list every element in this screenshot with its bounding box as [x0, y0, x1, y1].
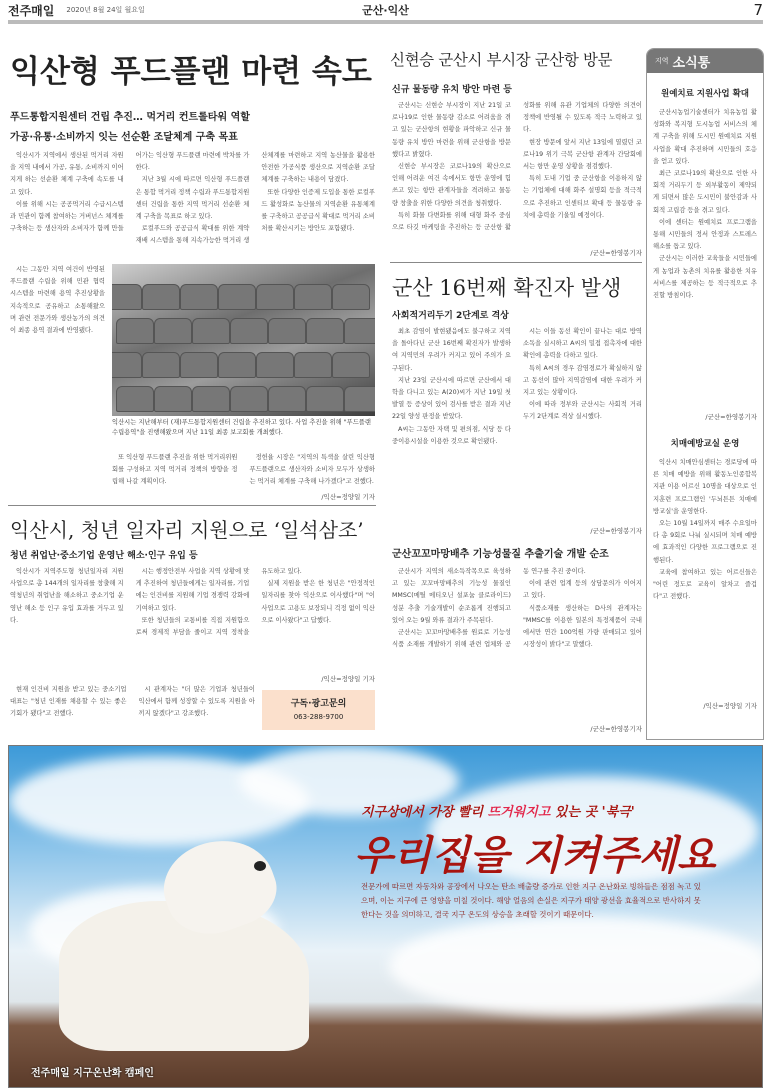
article5-subhead: 청년 취업난·중소기업 운영난 해소·인구 유입 등: [10, 551, 198, 561]
subscribe-phone[interactable]: 063-288-9700: [293, 713, 344, 721]
article1-photo-caption: 익산시는 지난해부터 (재)푸드통합지원센터 건립을 추진하고 있다. 사업 추진을 위해 "푸드플랜 수립용역"을 진행해왔으며 지난 11일 최종 보고회를 개최했다.: [112, 419, 371, 436]
seat-shape: [256, 352, 294, 378]
news-brief-header: [647, 49, 763, 73]
paragraph: 이에 따라 정부와 군산시는 사회적 거리두기 2단계로 격상 실시했다.: [523, 401, 642, 421]
seat-shape: [192, 386, 230, 412]
brief1-title: 원예치료 지원사업 확대: [660, 89, 750, 99]
paragraph: 교육에 참여하고 있는 어르신들은 "어린 정도로 교육이 알차고 즐겁다"고 전했다.: [653, 568, 757, 601]
seat-shape: [268, 318, 306, 344]
article1-photo: [112, 264, 375, 416]
paragraph: 이에 관련 업계 등의 상담문의가 이어지고 있다.: [523, 580, 642, 600]
paragraph: 특히 화물 다변화를 위해 대형 화주 중심으로 타깃 마케팅을 추진하는 등 군산항 활성화를 위해 유관 기업체의 다양한 의견이 정책에 반영될 수 있도록 적극 노력하고 있다.: [392, 102, 642, 232]
ad-campaign-label: 전주매일 지구온난화 캠페인: [31, 1068, 154, 1079]
article3-body: [392, 326, 642, 521]
paragraph: 시 관계자는 "더 많은 기업과 청년들이 익산에서 함께 성장할 수 있도록 지원을 아끼지 않겠다"고 강조했다.: [138, 686, 255, 718]
ad-tagline-b: 뜨거워지고: [487, 805, 551, 820]
article1-subhead-1: 푸드통합지원센터 건립 추진… 먹거리 컨트롤타워 역할: [10, 112, 250, 123]
article1-headline: 익산형 푸드플랜 마련 속도: [10, 54, 372, 90]
seat-shape: [112, 284, 142, 310]
paragraph: 특히 도내 기업 중 군산항을 이용하지 않는 기업체에 대해 화주 설명회 등을 적극적으로 추진하고 인센티브 확대 등 물동량 유치에 총력을 기울일 예정이다.: [523, 175, 642, 219]
paragraph: 또 익산형 푸드플랜 추진을 위한 먹거리위원회를 구성하고 지역 먹거리 정책의 방향을 정립해 나갈 계획이다.: [112, 454, 238, 486]
article3-subhead: 사회적거리두기 2단계로 격상: [392, 311, 509, 321]
seat-shape: [344, 318, 375, 344]
seat-shape: [306, 386, 344, 412]
paragraph: 또한 청년들의 교통비를 직접 지원함으로써 경제적 부담을 줄이고 지역 정착을 유도하고 있다.: [135, 568, 302, 637]
page-header: [8, 0, 763, 20]
paragraph: 정헌율 시장은 "지역의 특색을 살린 익산형 푸드플랜으로 생산자와 소비자 모두가 상생하는 먹거리 체계를 구축해 나가겠다"고 전했다.: [249, 454, 375, 486]
brief2-byline: /익산=정양일 기자: [703, 702, 757, 710]
article2-subhead: 신규 물동량 유치 방안 마련 등: [392, 85, 512, 95]
brief1-body: [647, 107, 763, 412]
seat-shape: [154, 386, 192, 412]
paragraph: 식품소재를 생산하는 D사의 관계자는 "MMSC를 이용한 일본의 특정제품이 국내에서만 연간 100억원 가량 판매되고 있어 시장성이 밝다"고 말했다.: [523, 604, 642, 649]
header-rule: [8, 20, 763, 24]
paragraph: A씨는 그동안 자택 및 편의점, 식당 등 다중이용시설을 이용한 것으로 확인됐다.: [392, 425, 511, 445]
article5-body-cont: [10, 684, 255, 740]
paragraph: 오는 10월 14일까지 매주 수요일마다 총 9회로 나눠 실시되며 치매 예방에 효과적인 다양한 프로그램으로 진행된다.: [653, 520, 757, 564]
seat-shape: [344, 386, 375, 412]
ad-tagline-a: 지구상에서 가장 빨리: [361, 805, 488, 820]
article1-body-cont: [10, 264, 105, 499]
paragraph: 군산시는 꼬꼬마망배추를 원료로 기능성 식품 소재를 개발하기 위해 관련 업체와 공동 연구를 추진 중이다.: [392, 568, 586, 649]
article4-headline: 군산꼬꼬마망배추 기능성물질 추출기술 개발 순조: [392, 549, 609, 560]
paragraph: 익산시가 지역주도형 청년일자리 지원사업으로 총 144개의 일자리를 창출해 지역청년의 취업난을 해소하고 중소기업 운영난 해소 등 인구 유입 효과를 거두고 있다.: [10, 568, 124, 624]
brief2-title: 치매예방교실 운영: [670, 439, 740, 449]
subscribe-label: 구독·광고문의: [290, 699, 347, 709]
seat-shape: [256, 284, 294, 310]
polar-bear-illustration: [59, 841, 319, 1056]
newspaper-logo: 전주매일: [8, 3, 55, 18]
article1-body-tail: [112, 452, 375, 489]
seat-shape: [154, 318, 192, 344]
seat-shape: [268, 386, 306, 412]
seat-shape: [180, 352, 218, 378]
seat-shape: [112, 352, 142, 378]
seat-shape: [192, 318, 230, 344]
article5-headline: 익산시, 청년 일자리 지원으로 ‘일석삼조’: [10, 518, 364, 542]
divider: [8, 505, 376, 506]
seat-shape: [218, 352, 256, 378]
paragraph: 시는 그동안 지역 여건이 반영된 푸드플랜 수립을 위해 민관 협력 시스템을 마련해 용역 추진상황을 지속적으로 공유하고 소통해왔으며 관련 전문가와 생산농가의 의견이 최종 용역 결과에 반영됐다.: [10, 266, 105, 335]
paragraph: 로컬푸드와 공공급식 확대를 위한 계약재배 시스템을 통해 지속가능한 먹거리 생산체계를 마련하고 지역 농산물을 활용한 안전한 가공식품 생산으로 지역순환 조달체계를 구축하는 내용이 담겼다.: [135, 152, 375, 245]
paragraph: 실제 지원을 받은 한 청년은 "안정적인 일자리를 찾아 익산으로 이사했다"며 "이 사업으로 고용도 보장되니 걱정 없이 익산으로 이사왔다"고 답했다.: [261, 580, 375, 624]
paragraph: 군산시는 신현승 부시장이 지난 21일 코로나19로 인한 물동량 감소로 어려움을 겪고 있는 군산항의 현황을 파악하고 신규 물동량 유치 방안 마련을 위해 군산항을 방문했다고 밝혔다.: [392, 102, 511, 158]
article5-body: [10, 566, 375, 664]
issue-date: 2020년 8월 24일 월요일: [66, 6, 145, 14]
divider: [390, 262, 642, 263]
brief1-byline: /군산=한영봉기자: [705, 413, 757, 421]
article1-byline: /익산=정양일 기자: [321, 493, 375, 501]
seat-shape: [230, 318, 268, 344]
paragraph: 시는 이들 동선 확인이 끝나는 대로 방역 소독을 실시하고 A씨의 밀접 접촉자에 대한 확인에 총력을 다하고 있다.: [523, 328, 642, 360]
paragraph: 이에 센터는 원예치료 프로그램을 통해 시민들의 정서 안정과 스트레스 해소를 돕고 있다.: [653, 218, 757, 251]
paragraph: 군산시는 이러한 교육들을 시민들에게 농업과 농촌의 치유를 활용한 치유 서비스를 제공하는 등 적극적으로 추진할 방침이다.: [653, 255, 757, 300]
ad-body: 전문가에 따르면 자동차와 공장에서 나오는 탄소 배출량 증가로 인한 지구 온난화로 빙하들은 점점 녹고 있으며, 이는 지구에 큰 영향을 미칠 것이다. 해양 얼음의 손실은 지구가 태양 광선을 효율적으로 반사하지 못한다는 것을 의미하고, 결국 지구 온도의 상승을 초래할 것이기 때문이다.: [361, 882, 701, 919]
article1-body: [10, 150, 375, 260]
article1-subhead-2: 가공·유통·소비까지 잇는 선순환 조달체계 구축 목표: [10, 132, 238, 143]
seat-shape: [142, 284, 180, 310]
article2-body: [392, 100, 642, 246]
paragraph: 익산시가 지역에서 생산된 먹거리 자원을 지역 내에서 가공, 유통, 소비까지 이어지게 하는 선순환 체계 구축에 속도를 내고 있다.: [10, 152, 124, 196]
ad-tagline: [361, 801, 635, 820]
article2-headline: 신현승 군산시 부시장 군산항 방문: [390, 51, 613, 69]
seat-shape: [332, 352, 370, 378]
paragraph: 최근 코로나19의 확산으로 인한 사회적 거리두기 등 외부활동이 제약되게 되면서 많은 도시민이 불안감과 사회적 고립감 등을 겪고 있다.: [653, 170, 757, 214]
seat-shape: [294, 284, 332, 310]
paragraph: 군산시농업기술센터가 치유농업 활성화와 복지형 도시농업 서비스의 체계 구축을 위해 도시민 원예치료 지원사업을 확대 추진하며 시민들의 호응을 얻고 있다.: [653, 109, 757, 165]
paragraph: 지난 3월 시에 따르면 익산형 푸드플랜은 통합 먹거리 정책 수립과 푸드통합지원센터 건립을 통한 지역 먹거리 선순환 체계 구축을 목표로 하고 있다.: [135, 176, 250, 221]
paragraph: 특히 A씨의 경우 감염경로가 확실하지 않고 동선이 많아 지역감염에 대한 우려가 커지고 있는 상황이다.: [523, 364, 642, 397]
page-number: 7: [753, 1, 763, 19]
brief2-body: [647, 457, 763, 701]
news-brief-prefix: 지역: [655, 57, 669, 65]
seat-shape: [116, 386, 154, 412]
news-brief-box: [646, 48, 764, 740]
paragraph: 이를 위해 시는 공공먹거리 수급시스템과 민관이 함께 참여하는 거버넌스 체계를 구축하는 등 생산자와 소비자가 함께 만들어가는 익산형 푸드플랜 마련에 박차를 가한다.: [10, 152, 250, 233]
article3-headline: 군산 16번째 확진자 발생: [392, 276, 622, 300]
article4-body: [392, 566, 642, 712]
seat-shape: [218, 284, 256, 310]
seat-shape: [294, 352, 332, 378]
climate-campaign-ad: [8, 745, 763, 1088]
paragraph: 현재 인건비 지원을 받고 있는 중소기업 대표는 "청년 인재를 채용할 수 있는 좋은 기회가 됐다"고 전했다.: [10, 686, 127, 718]
paragraph: 시는 행정안전부 사업을 지역 상황에 맞게 추진하여 청년들에게는 일자리를, 기업에는 인건비를 지원해 기업 경쟁력 강화에 기여하고 있다.: [135, 568, 250, 612]
ad-headline: 우리집을 지켜주세요: [354, 833, 716, 879]
paragraph: 현장 방문에 앞서 지난 13일에 열렸던 코로나19 위기 극복 군산항 관계자 간담회에서는 항만 운영 상황을 점검했다.: [523, 138, 642, 171]
article4-byline: /군산=한영봉기자: [590, 725, 642, 733]
article2-byline: /군산=한영봉기자: [590, 249, 642, 257]
news-brief-title: 소식통: [672, 55, 711, 71]
seat-shape: [306, 318, 344, 344]
article3-byline: /군산=한영봉기자: [590, 527, 642, 535]
seat-shape: [116, 318, 154, 344]
paragraph: 최초 감염이 발현됐음에도 불구하고 지역을 돌아다닌 군산 16번째 확진자가 발생하여 지역민의 우려가 커지고 있어 주의가 요구된다.: [392, 328, 511, 372]
subscribe-box: [262, 690, 375, 730]
paragraph: 익산시 치매안심센터는 경로당에 따른 치매 예방을 위해 활동노인종합복지관 이용 어르신 10명을 대상으로 인지훈련 프로그램인 '두뇌튼튼 치매예방교실'을 운영한다.: [653, 459, 757, 515]
article5-byline: /익산=정양일 기자: [321, 675, 375, 683]
seat-shape: [230, 386, 268, 412]
seat-shape: [142, 352, 180, 378]
section-title: 군산·익산: [362, 4, 409, 17]
seat-shape: [332, 284, 370, 310]
paragraph: 신현승 부시장은 코로나19의 확산으로 인해 어려운 여건 속에서도 항만 운영에 힘쓰고 있는 항만 관계자들을 격려하고 물동량 창출을 위한 다양한 의견을 청취했다.: [392, 163, 511, 207]
paragraph: 군산시가 지역의 새소득작목으로 육성하고 있는 꼬꼬마망배추의 기능성 물질인 MMSC(메틸 메티오닌 설포늄 클로라이드) 성분 추출 기술개발이 순조롭게 진행되고 있어 오는 9월 와류 결과가 주목된다.: [392, 568, 511, 624]
ad-tagline-c: 있는 곳 '북극': [550, 805, 635, 820]
seat-shape: [180, 284, 218, 310]
paragraph: 또한 다양한 인증제 도입을 통한 로컬푸드 활성화로 농산물의 지역순환 유통체계를 구축하고 공공급식 확대로 먹거리 소비처를 확산시키는 방안도 포함됐다.: [261, 188, 375, 233]
paragraph: 지난 23일 군산시에 따르면 군산에서 대학을 다니고 있는 A(20)씨가 지난 19일 첫 발열 등 증상이 있어 검사를 받은 결과 지난 22일 양성 판정을 받았다.: [392, 376, 511, 421]
